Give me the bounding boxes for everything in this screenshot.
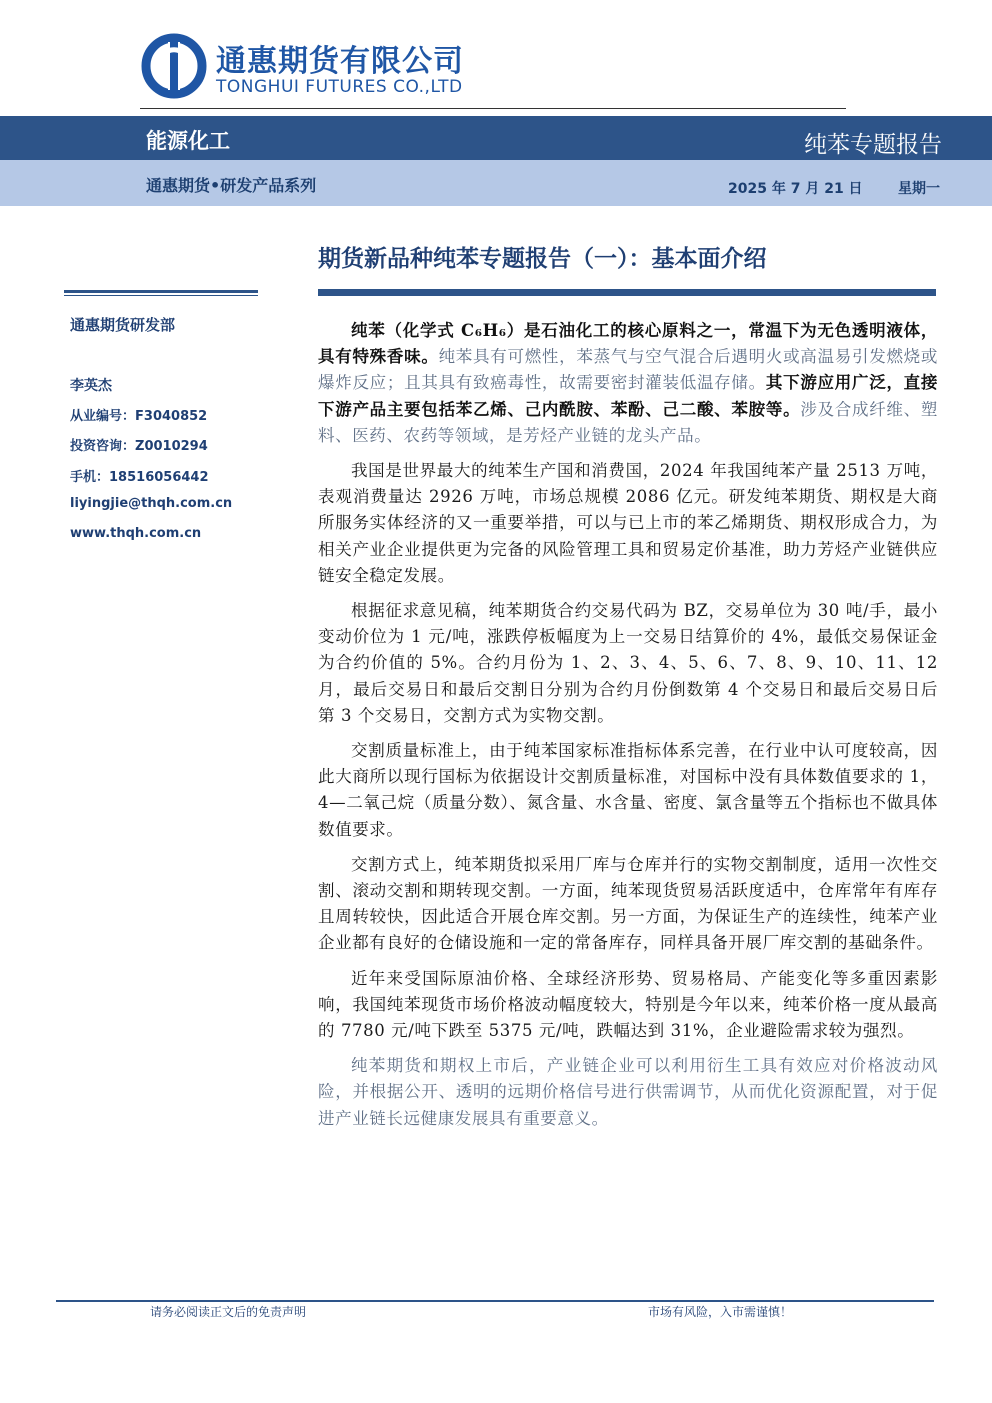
sidebar-license xyxy=(70,405,207,424)
report-date: 2025 年 7 月 21 日 xyxy=(728,181,863,197)
sidebar-divider-thin xyxy=(64,295,258,296)
company-logo xyxy=(140,32,208,100)
sector-label: 能源化工 xyxy=(146,129,230,153)
paragraph-7: 纯苯期货和期权上市后，产业链企业可以利用衍生工具有效应对价格波动风险，并根据公开、透明的远期价格信号进行供需调节，从而优化资源配置，对于促进产业链长远健康发展具有重要意义。 xyxy=(318,1056,938,1128)
report-body xyxy=(318,318,938,1141)
page-title: 期货新品种纯苯专题报告（一）：基本面介绍 xyxy=(318,246,767,272)
license-value: F3040852 xyxy=(135,409,208,424)
company-name-en: TONGHUI FUTURES CO.,LTD xyxy=(216,77,463,97)
paragraph-5: 交割方式上，纯苯期货拟采用厂库与仓库并行的实物交割制度，适用一次性交割、滚动交割和期转现交割。一方面，纯苯现货贸易活跃度适中，仓库常年有库存且周转较快，因此适合开展仓库交割。另一方面，为保证生产的连续性，纯苯产业企业都有良好的仓储设施和一定的常备库存，同样具备开展厂库交割的基础条件。 xyxy=(318,854,938,953)
sidebar-website[interactable]: www.thqh.com.cn xyxy=(70,526,202,541)
sidebar-dept: 通惠期货研发部 xyxy=(70,316,176,334)
footer-divider xyxy=(56,1300,934,1302)
sidebar-email[interactable]: liyingjie@thqh.com.cn xyxy=(70,496,233,511)
p1-detail: 纯苯具有可燃性，苯蒸气与空气混合后遇明火或高温易引发燃烧或爆炸反应；且其具有致癌毒性，故需要密封灌装低温存储。 xyxy=(318,347,938,393)
p1-fields: 涉及合成纤维、塑料、医药、农药等领域，是芳烃产业链的龙头产品。 xyxy=(318,399,938,445)
phone-value: 18516056442 xyxy=(109,470,209,485)
consult-value: Z0010294 xyxy=(135,439,208,454)
license-label: 从业编号： xyxy=(70,409,136,424)
title-divider xyxy=(318,289,936,296)
phone-label: 手机： xyxy=(70,470,110,485)
p1-downstream: 其下游应用广泛，直接下游产品主要包括苯乙烯、己内酰胺、苯酚、己二酸、苯胺等。 xyxy=(318,373,939,419)
sidebar-analyst: 李英杰 xyxy=(70,378,112,394)
paragraph-3: 根据征求意见稿，纯苯期货合约交易代码为 BZ，交易单位为 30 吨/手，最小变动价位为 1 元/吨，涨跌停板幅度为上一交易日结算价的 4%，最低交易保证金为合约价值的 5%。合约月份为 1、2、3、4、5、6、7、8、9、10、11、12 月，最后交易日和最后交割日分别为合约月份倒数第 4 个交易日和最后交易日后第 3 个交易日，交割方式为实物交割。 xyxy=(318,601,938,725)
company-name-cn: 通惠期货有限公司 xyxy=(216,44,464,79)
consult-label: 投资咨询： xyxy=(70,439,136,454)
footer-risk-note: 市场有风险，入市需谨慎！ xyxy=(648,1305,793,1319)
sidebar-phone xyxy=(70,466,209,485)
p1-lead: 纯苯（化学式 C₆H₆）是石油化工的核心原料之一，常温下为无色透明液体，具有特殊香味。 xyxy=(318,321,938,367)
paragraph-6: 近年来受国际原油价格、全球经济形势、贸易格局、产能变化等多重因素影响，我国纯苯现货市场价格波动幅度较大，特别是今年以来，纯苯价格一度从最高的 7780 元/吨下跌至 5375 元/吨，跌幅达到 31%，企业避险需求较为强烈。 xyxy=(318,968,938,1041)
paragraph-4: 交割质量标准上，由于纯苯国家标准指标体系完善，在行业中认可度较高，因此大商所以现行国标为依据设计交割质量标准，对国标中没有具体数值要求的 1，4—二氧己烷（质量分数）、氮含量、水含量、密度、氯含量等五个指标也不做具体数值要求。 xyxy=(318,741,938,839)
report-type-label: 纯苯专题报告 xyxy=(804,132,942,158)
sidebar-consult xyxy=(70,435,208,454)
paragraph-1 xyxy=(318,318,938,449)
header-divider xyxy=(140,108,846,109)
report-weekday: 星期一 xyxy=(898,181,940,197)
series-label: 通惠期货•研发产品系列 xyxy=(146,176,317,195)
sidebar-divider xyxy=(64,290,258,293)
paragraph-2: 我国是世界最大的纯苯生产国和消费国，2024 年我国纯苯产量 2513 万吨，表观消费量达 2926 万吨，市场总规模 2086 亿元。研发纯苯期货、期权是大商所服务实体经济的又一重要举措，可以与已上市的苯乙烯期货、期权形成合力，为相关产业企业提供更为完备的风险管理工具和贸易定价基准，助力芳烃产业链供应链安全稳定发展。 xyxy=(318,461,938,585)
footer-disclaimer: 请务必阅读正文后的免责声明 xyxy=(150,1305,307,1319)
